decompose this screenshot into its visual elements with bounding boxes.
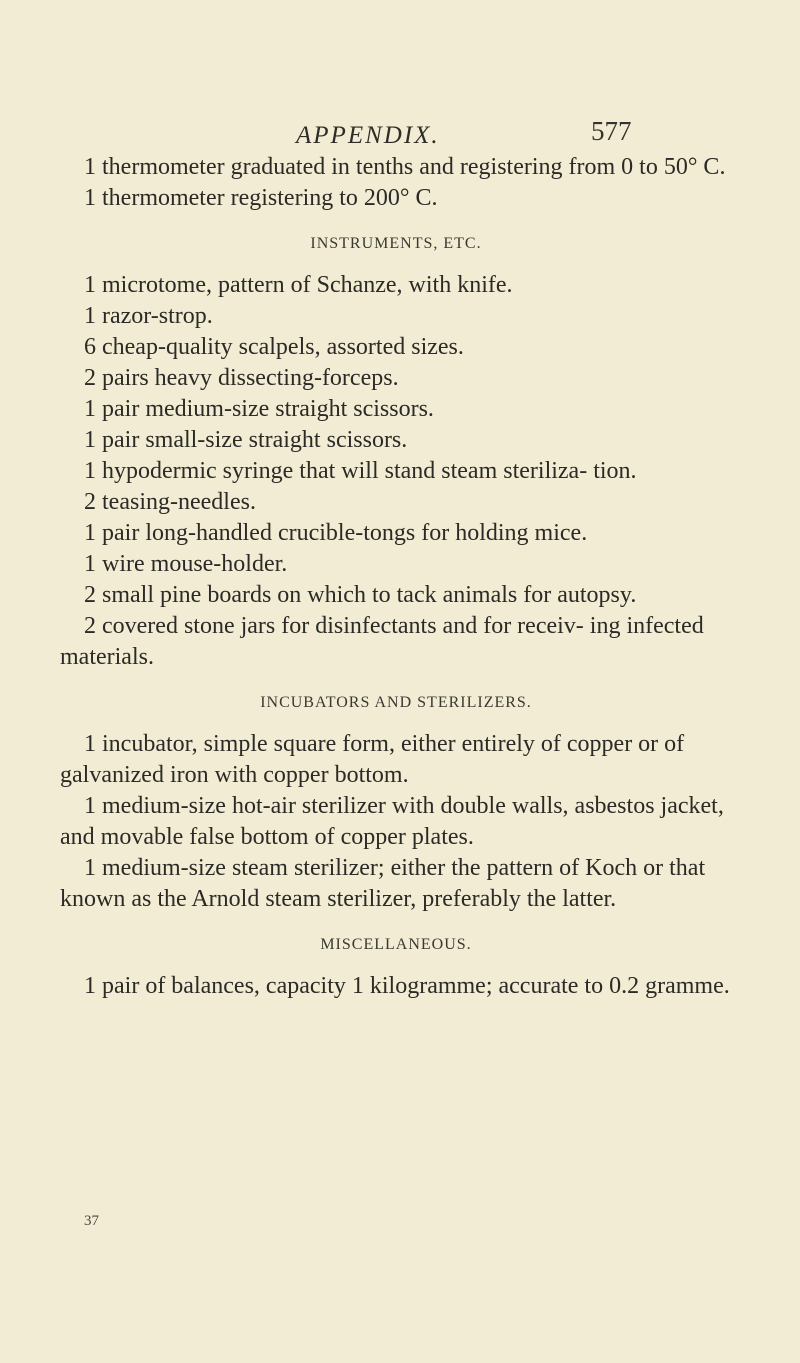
item-thermometer-200: 1 thermometer registering to 200° C. xyxy=(84,185,438,211)
heading-incubators: INCUBATORS AND STERILIZERS. xyxy=(260,694,532,711)
item-hot-air-sterilizer: 1 medium-size hot-air sterilizer with double walls, asbestos jacket, and movable false bottom of copper plates. xyxy=(60,793,724,850)
page-number: 577 xyxy=(591,116,632,146)
item-balances: 1 pair of balances, capacity 1 kilogramme; accurate to 0.2 gramme. xyxy=(84,973,730,999)
heading-instruments: INSTRUMENTS, ETC. xyxy=(310,235,482,252)
item-syringe: 1 hypodermic syringe that will stand steam steriliza- tion. xyxy=(84,458,637,484)
item-crucible-tongs: 1 pair long-handled crucible-tongs for holding mice. xyxy=(84,520,588,546)
running-title: APPENDIX. xyxy=(296,122,440,149)
heading-miscellaneous: MISCELLANEOUS. xyxy=(320,936,472,953)
item-razor-strop: 1 razor-strop. xyxy=(84,303,213,329)
item-stone-jars: 2 covered stone jars for disinfectants and for receiv- ing infected materials. xyxy=(60,613,704,670)
item-mouse-holder: 1 wire mouse-holder. xyxy=(84,551,288,577)
item-thermometer-50: 1 thermometer graduated in tenths and registering from 0 to 50° C. xyxy=(84,154,726,180)
item-forceps: 2 pairs heavy dissecting-forceps. xyxy=(84,365,399,391)
running-head xyxy=(0,116,800,156)
body-text xyxy=(60,152,732,1002)
item-pine-boards: 2 small pine boards on which to tack animals for autopsy. xyxy=(84,582,637,608)
item-microtome: 1 microtome, pattern of Schanze, with knife. xyxy=(84,272,513,298)
item-scalpels: 6 cheap-quality scalpels, assorted sizes. xyxy=(84,334,464,360)
item-steam-sterilizer: 1 medium-size steam sterilizer; either the pattern of Koch or that known as the Arnold steam sterilizer, preferably the latter. xyxy=(60,855,706,912)
item-medium-scissors: 1 pair medium-size straight scissors. xyxy=(84,396,434,422)
item-small-scissors: 1 pair small-size straight scissors. xyxy=(84,427,408,453)
item-teasing-needles: 2 teasing-needles. xyxy=(84,489,256,515)
signature-mark: 37 xyxy=(84,1213,99,1229)
item-incubator: 1 incubator, simple square form, either entirely of copper or of galvanized iron with copper bottom. xyxy=(60,731,685,788)
